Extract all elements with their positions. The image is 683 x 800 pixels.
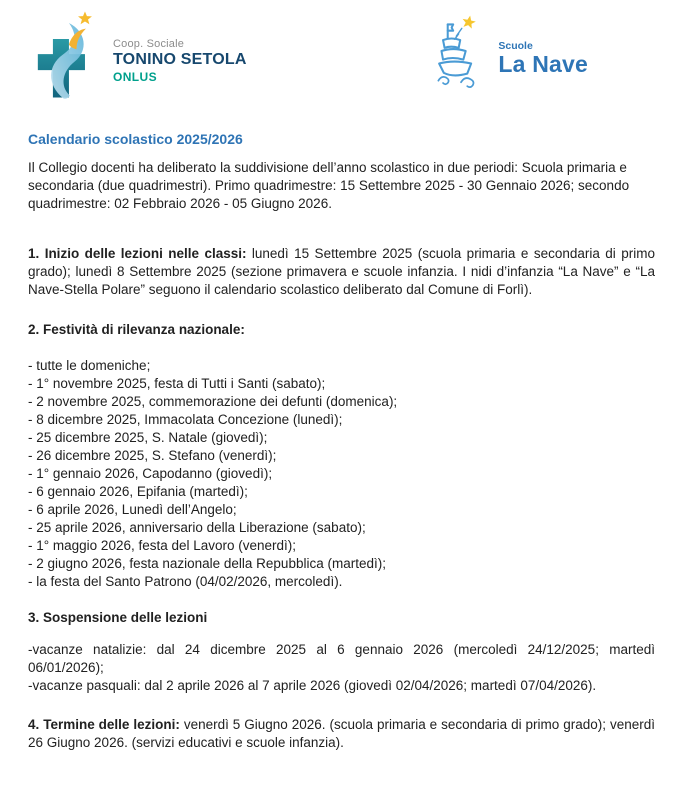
ship-icon: [436, 10, 486, 92]
tonino-setola-logo-text: [113, 38, 247, 84]
tonino-setola-name: TONINO SETOLA: [113, 51, 247, 68]
list-item: - 1° gennaio 2026, Capodanno (giovedì);: [28, 466, 273, 481]
section-termine-lezioni-text: venerdì 5 Giugno 2026. (scuola primaria e secondaria di primo grado); venerdì 26 Giugno 2026. (servizi educativi e scuole infanzia).: [28, 717, 655, 750]
list-item: - la festa del Santo Patrono (04/02/2026, mercoledì).: [28, 574, 343, 589]
list-item: - 2 novembre 2025, commemorazione dei defunti (domenica);: [28, 394, 398, 409]
header: [0, 0, 683, 108]
intro-paragraph: Il Collegio docenti ha deliberato la suddivisione dell’anno scolastico in due periodi: Scuola primaria e secondaria (due quadrimestri). Primo quadrimestre: 15 Settembre 2025 - 30 Gennaio 2026; secondo quadrimestre: 02 Febbraio 2026 - 05 Giugno 2026.: [28, 160, 630, 211]
list-item: - 26 dicembre 2025, S. Stefano (venerdì);: [28, 448, 277, 463]
section-festivita-heading: 2. Festività di rilevanza nazionale:: [28, 322, 245, 337]
list-item: - 8 dicembre 2025, Immacolata Concezione (lunedì);: [28, 412, 343, 427]
section-termine-lezioni: [28, 716, 655, 752]
section-inizio-lezioni-text: lunedì 15 Settembre 2025 (scuola primaria e secondaria di primo grado); lunedì 8 Settembre 2025 (sezione primavera e scuole infanzia. I nidi d’infanzia “La Nave” e “La Nave-Stella Polare” seguono il calendario scolastico deliberato dal Comune di Forlì).: [28, 246, 655, 297]
coop-sociale-label: Coop. Sociale: [113, 38, 185, 50]
star-icon: [461, 14, 477, 29]
list-item: - 6 aprile 2026, Lunedì dell’Angelo;: [28, 502, 237, 517]
star-icon: [78, 11, 92, 24]
la-nave-name: La Nave: [498, 50, 588, 77]
section-sospensione-heading: 3. Sospensione delle lezioni: [28, 610, 208, 625]
list-item: - 6 gennaio 2026, Epifania (martedì);: [28, 484, 248, 499]
scuole-label: Scuole: [498, 39, 533, 52]
section-termine-lezioni-heading: 4. Termine delle lezioni:: [28, 717, 180, 732]
tonino-setola-logo: [35, 10, 247, 102]
page-title: Calendario scolastico 2025/2026: [28, 131, 243, 147]
holiday-list: [28, 357, 655, 591]
vacanze-pasquali-paragraph: -vacanze pasquali: dal 2 aprile 2026 al 7 aprile 2026 (giovedì 02/04/2026; martedì 07/04/2026).: [28, 678, 597, 693]
vacanze-natalizie-paragraph: -vacanze natalizie: dal 24 dicembre 2025 al 6 gennaio 2026 (mercoledì 24/12/2025; martedì 06/01/2026);: [28, 642, 655, 675]
list-item: - 2 giugno 2026, festa nazionale della Repubblica (martedì);: [28, 556, 386, 571]
list-item: - 1° maggio 2026, festa del Lavoro (venerdì);: [28, 538, 297, 553]
la-nave-logo: [436, 10, 588, 92]
tonino-setola-logo-icon: [35, 10, 101, 102]
la-nave-logo-text: [498, 40, 588, 76]
list-item: - 1° novembre 2025, festa di Tutti i Santi (sabato);: [28, 376, 326, 391]
section-inizio-lezioni: [28, 245, 655, 299]
list-item: - 25 dicembre 2025, S. Natale (giovedì);: [28, 430, 268, 445]
document-body: [0, 130, 683, 752]
list-item: - tutte le domeniche;: [28, 358, 151, 373]
section-inizio-lezioni-heading: 1. Inizio delle lezioni nelle classi:: [28, 246, 247, 261]
list-item: - 25 aprile 2026, anniversario della Liberazione (sabato);: [28, 520, 366, 535]
onlus-label: ONLUS: [113, 70, 157, 84]
